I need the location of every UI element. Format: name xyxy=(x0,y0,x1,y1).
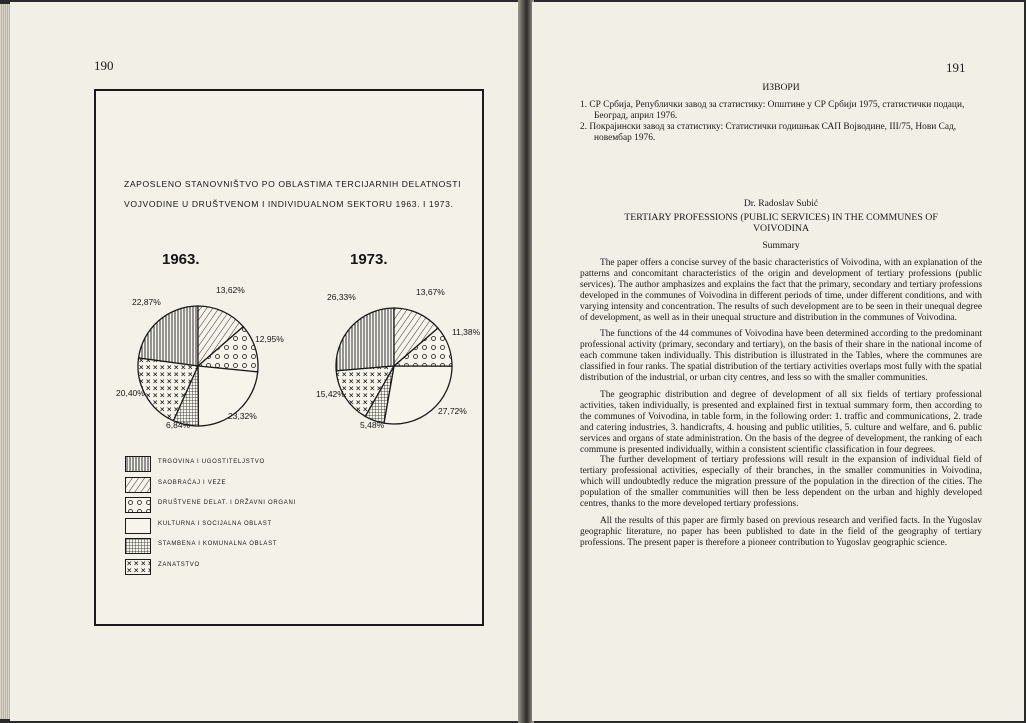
summary-body xyxy=(580,258,982,549)
pie-1973-label-culture: 27,72% xyxy=(438,406,467,416)
legend-label-trade: TRGOVINA I UGOSTITELJSTVO xyxy=(158,459,265,465)
pie-1973-label-traffic: 13,67% xyxy=(416,287,445,297)
legend-item xyxy=(125,456,425,477)
right-page xyxy=(532,2,1024,721)
legend-swatch-public xyxy=(125,497,151,513)
pie-1963-label-culture: 23,32% xyxy=(228,411,257,421)
legend-label-traffic: SAOBRAĆAJ I VEZE xyxy=(158,479,227,486)
legend-item xyxy=(125,518,425,539)
pie-1973-title: 1973. xyxy=(350,251,388,268)
legend-swatch-trade xyxy=(125,456,151,472)
legend-swatch-culture xyxy=(125,518,151,534)
legend-swatch-crafts xyxy=(125,559,151,575)
legend-item xyxy=(125,497,425,518)
sources-list xyxy=(580,100,982,144)
source-item: 1. СР Србија, Републички завод за статистику: Општине у СР Србији 1975, статистички подаци, Београд, април 1976. xyxy=(580,100,965,121)
legend-label-culture: KULTURNA I SOCIJALNA OBLAST xyxy=(158,520,272,527)
pie-1963-label-public: 12,95% xyxy=(255,334,284,344)
summary-paragraph: All the results of this paper are firmly based on previous research and verified facts. In the Yugoslav geographic literature, no paper has been published to date in the field of the geography of tertiary professions. The present paper is therefore a pioneer contribution to Yugoslav geographic science. xyxy=(580,515,982,548)
pie-1963-label-trade: 22,87% xyxy=(132,297,161,307)
legend-item xyxy=(125,559,425,580)
summary-heading: Summary xyxy=(762,240,800,251)
legend-label-housing: STAMBENA I KOMUNALNA OBLAST xyxy=(158,541,278,547)
pie-1963-label-traffic: 13,62% xyxy=(216,285,245,295)
pie-1963-label-housing: 6,84% xyxy=(166,420,191,430)
sources-heading: ИЗВОРИ xyxy=(762,82,800,93)
pie-1973-slice-trade xyxy=(336,308,394,371)
figure-legend xyxy=(125,456,425,579)
legend-swatch-housing xyxy=(125,538,151,554)
pie-1973-label-housing: 5,48% xyxy=(360,420,385,430)
figure-title: ZAPOSLENO STANOVNIŠTVO PO OBLASTIMA TERCIJARNIH DELATNOSTI VOJVODINE U DRUŠTVENOM I INDIVIDUALNOM SEKTORU 1963. I 1973. xyxy=(124,179,462,209)
summary-paragraph: The functions of the 44 communes of Voivodina have been determined according to the predominant professional activity (primary, secondary and tertiary), on the basis of their share in the national income of each commune taken individually. This distribution is illustrated in the Tables, where the communes are classified in four ranks. The spatial distribution of the tertiary activities overlaps most fully with the spatial distribution of the industrial, or urban city centres, and less so with the smaller communities. xyxy=(580,329,982,384)
pie-1973-label-public: 11,38% xyxy=(452,327,481,337)
left-page-number: 190 xyxy=(94,58,114,73)
summary-paragraph: The further development of tertiary professions will result in the expansion of individual field of tertiary professional activities, especially of their branches, in the smaller communities in Voivodina, which will undoubtedly reduce the migration pressure of the population in the direction of the cities. The population of the smaller communities will then be less dependent on the urban and highly developed centres, thanks to the more developed tertiary professions. xyxy=(580,455,982,510)
right-page-number: 191 xyxy=(946,60,966,75)
legend-label-crafts: ZANATSTVO xyxy=(158,561,200,568)
left-page xyxy=(10,2,520,721)
pie-chart-1973 xyxy=(96,91,482,451)
pie-1973-label-trade: 26,33% xyxy=(327,292,356,302)
legend-item xyxy=(125,538,425,559)
paper-title: TERTIARY PROFESSIONS (PUBLIC SERVICES) IN THE COMMUNES OF VOIVODINA xyxy=(624,212,938,234)
legend-swatch-traffic xyxy=(125,477,151,493)
author: Dr. Radoslav Subić xyxy=(743,198,819,209)
source-item: 2. Покрајински завод за статистику: Статистички годишњак САП Војводине, III/75, Нови Сад, новембар 1976. xyxy=(580,122,957,143)
summary-paragraph: The geographic distribution and degree of development of all six fields of tertiary professional activities, taken individually, is presented and explained first in textual summary form, then according to the communes of Voivodina, in table form, in the following order: 1. traffic and communications, 2. trade and catering industries, 3. handicrafts, 4. housing and public utilities, 5. culture and welfare, and 6. public services and organs of state administration. On the basis of the degree of development, the ranking of each commune is presented individually, within a consistent scientific classification in four degrees. xyxy=(580,389,982,455)
pie-1963-title: 1963. xyxy=(162,251,200,268)
summary-paragraph: The paper offers a concise survey of the basic characteristics of Voivodina, with an explanation of the patterns and concomitant characteristics of the origin and development of tertiary professions (public services). The author amphasizes and explains the fact that the primary, secondary and tertiary professions developed in the communes of Voivodina in different periods of time, under different conditions, and with varying intensity and concentration. The results of such development are to be seen in their unequal degree of development, as well as in their unequal structure and distribution in the communes of Voivodina. xyxy=(580,258,982,323)
pie-1963-label-crafts: 20,40% xyxy=(116,388,145,398)
pie-1973-label-crafts: 15,42% xyxy=(316,389,345,399)
legend-label-public: DRUŠTVENE DELAT. I DRŽAVNI ORGANI xyxy=(158,500,296,506)
figure-frame xyxy=(94,89,484,626)
legend-item xyxy=(125,477,425,498)
